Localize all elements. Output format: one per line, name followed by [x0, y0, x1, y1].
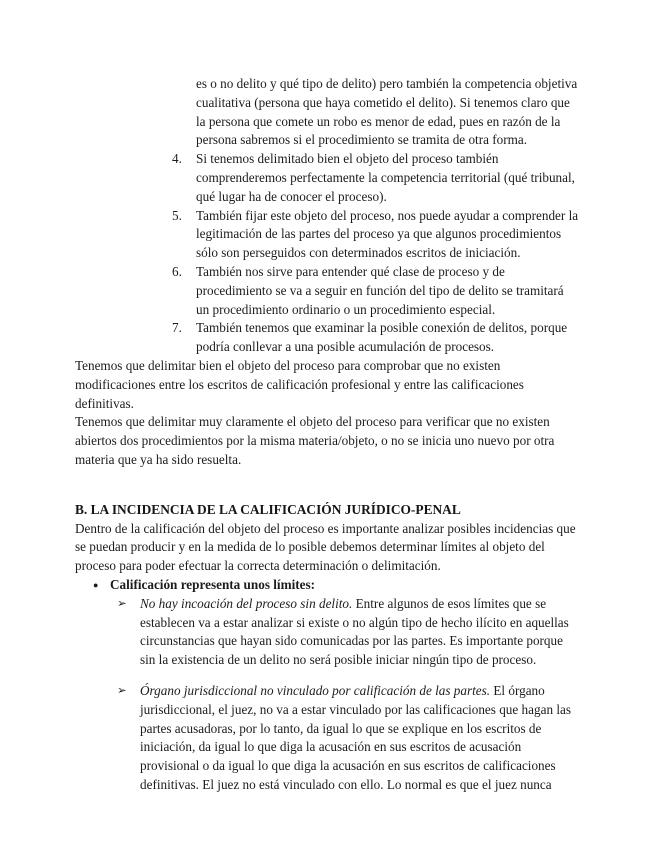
numbered-list — [75, 150, 580, 357]
bullet-item-calificacion-limites — [75, 576, 580, 595]
bullet-disc-icon: ● — [93, 579, 99, 590]
numbered-item-6 — [75, 263, 580, 319]
numbered-item-3-continuation-text: es o no delito y qué tipo de delito) pero también la competencia objetiva cualitativa (persona que haya cometido el delito). Si tenemos claro que la persona que comete un robo es menor de edad, pues en razón de la persona sabremos si el procedimiento se tramita de otra forma. — [196, 76, 578, 148]
numbered-item-5 — [75, 207, 580, 263]
sub-bullet-lead: Órgano jurisdiccional no vinculado por calificación de las partes. — [140, 682, 491, 698]
sub-bullet-body: Entre algunos de esos límites que se establecen va a estar analizar si existe o no algún tipo de hecho ilícito en aquellas circunstancias que hayan sido comunicadas por las partes. Es importante porque sin la existencia de un delito no será posible iniciar ningún tipo de proceso. — [140, 595, 569, 668]
bullet-label: Calificación representa unos límites: — [110, 576, 315, 592]
item-text: También nos sirve para entender qué clase de proceso y de procedimiento se va a seguir en función del tipo de delito se tramitará un procedimiento ordinario o un procedimiento especial. — [196, 263, 564, 317]
item-number: 4. — [172, 151, 182, 167]
numbered-item-7 — [75, 319, 580, 357]
sub-bullet-organo-jurisdiccional — [117, 682, 580, 795]
item-text: También tenemos que examinar la posible conexión de delitos, porque podría conllevar a una posible acumulación de procesos. — [196, 320, 568, 355]
item-text: Si tenemos delimitado bien el objeto del proceso también comprenderemos perfectamente la competencia territorial (qué tribunal, qué lugar ha de conocer el proceso). — [196, 151, 575, 204]
item-number: 7. — [172, 320, 182, 336]
sub-bullet-body: El órgano jurisdiccional, el juez, no va a estar vinculado por las calificaciones que hagan las partes acusadoras, por lo tanto, da igual lo que se explique en los escritos de iniciación, da igual lo que diga la acusación en sus escritos de acusación provisional o da igual lo que diga la acusación en sus escritos de calificaciones definitivas. El juez no está vinculado con ello. Lo normal es que el juez nunca — [140, 682, 571, 792]
sub-bullet-no-hay-incoacion — [117, 595, 580, 670]
paragraph-modificaciones: Tenemos que delimitar bien el objeto del proceso para comprobar que no existen modificaciones entre los escritos de calificación profesional y entre las calificaciones definitivas. — [75, 357, 524, 411]
item-text: También fijar este objeto del proceso, nos puede ayudar a comprender la legitimación de las partes del proceso ya que algunos procedimientos sólo son perseguidos con determinados escritos de iniciación. — [196, 207, 579, 261]
section-heading: B. LA INCIDENCIA DE LA CALIFICACIÓN JURÍDICO-PENAL — [75, 501, 461, 517]
numbered-item-4 — [75, 150, 580, 206]
item-number: 6. — [172, 263, 182, 279]
paragraph-delimitar-claramente: Tenemos que delimitar muy claramente el objeto del proceso para verificar que no existen abiertos dos procedimientos por la misma materia/objeto, o no se inicia uno nuevo por otra materia que ya ha sido resuelta. — [75, 414, 555, 467]
section-intro: Dentro de la calificación del objeto del proceso es importante analizar posibles incidencias que se puedan producir y en la medida de lo posible debemos determinar límites al objeto del proceso para poder efectuar la correcta determinación o delimitación. — [75, 520, 576, 574]
arrow-bullet-icon: ➢ — [117, 684, 127, 697]
item-number: 5. — [172, 207, 182, 223]
sub-bullet-lead: No hay incoación del proceso sin delito. — [140, 595, 353, 611]
page-content — [75, 75, 580, 795]
arrow-bullet-icon: ➢ — [117, 597, 127, 610]
